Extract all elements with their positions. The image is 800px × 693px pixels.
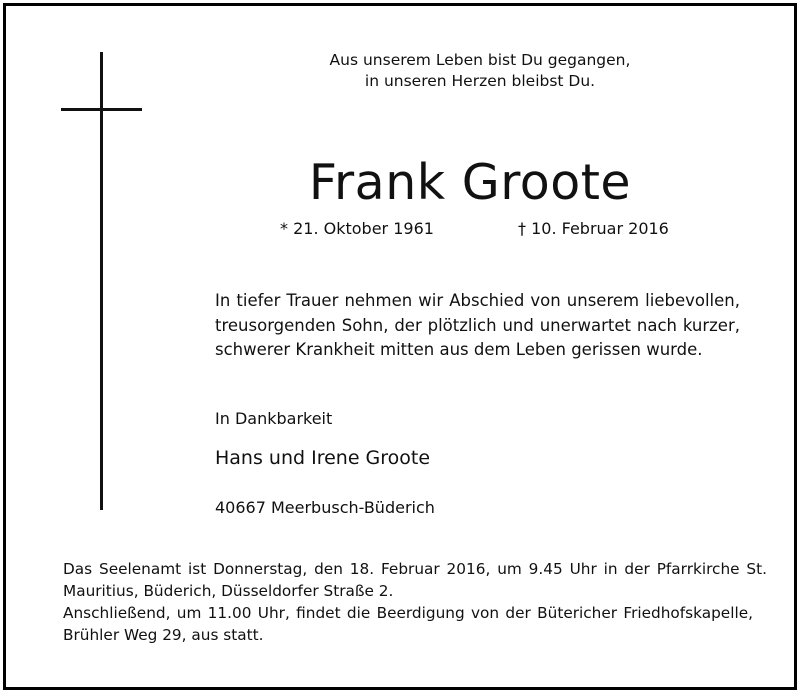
motto-line-1: Aus unserem Leben bist Du gegangen,: [329, 51, 631, 69]
motto: [260, 50, 700, 92]
deceased-name: Frank Groote: [308, 154, 632, 211]
gratitude-line: In Dankbarkeit: [215, 409, 333, 428]
death-date: † 10. Februar 2016: [518, 219, 669, 238]
mourners-names: Hans und Irene Groote: [215, 447, 431, 469]
cross-icon-vertical-bar: [100, 52, 103, 510]
motto-line-2: in unseren Herzen bleibst Du.: [364, 72, 596, 90]
service-information: Das Seelenamt ist Donnerstag, den 18. Februar 2016, um 9.45 Uhr in der Pfarrkirche St. Mauritius, Büderich, Düsseldorfer Straße 2.: [63, 560, 767, 600]
cross-icon-horizontal-bar: [61, 108, 142, 111]
birth-date: * 21. Oktober 1961: [280, 219, 434, 238]
announcement-text: In tiefer Trauer nehmen wir Abschied von unserem liebevollen, treusorgenden Sohn, der plötzlich und unerwartet nach kurzer, schwerer Krankheit mitten aus dem Leben gerissen wurde.: [215, 291, 740, 359]
burial-information: Anschließend, um 11.00 Uhr, findet die Beerdigung von der Bütericher Friedhofskapelle, Brühler Weg 29, aus statt.: [63, 604, 753, 644]
mourners-address: 40667 Meerbusch-Büderich: [215, 498, 435, 517]
